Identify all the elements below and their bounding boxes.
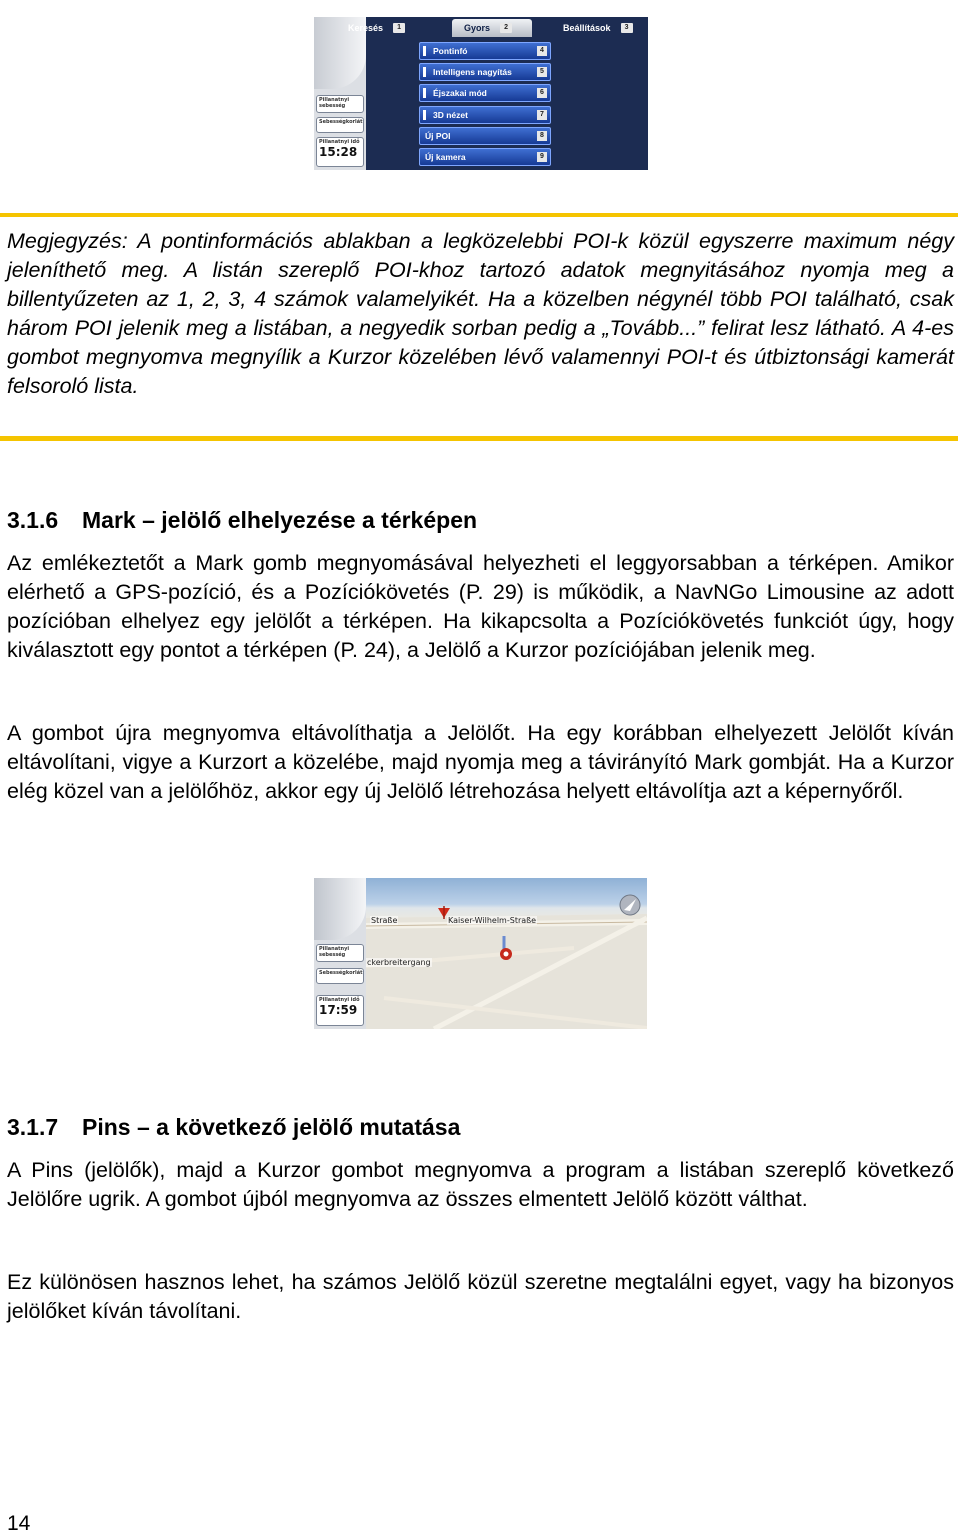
limit-label: Sebességkorlát xyxy=(319,970,363,976)
tab-label: Gyors xyxy=(464,23,491,33)
item-number: 7 xyxy=(537,110,547,120)
tab-number: 1 xyxy=(393,23,405,33)
section-title: Pins – a következő jelölő mutatása xyxy=(82,1114,461,1140)
street-label-2: Kaiser-Wilhelm-Straße xyxy=(448,916,537,925)
section-3-1-7-paragraph-2: Ez különösen hasznos lehet, ha számos Jelölő közül szeretne megtalálni egyet, vagy ha bizonyos jelölőket kíván távolítani. xyxy=(7,1270,954,1323)
section-3-1-6-paragraph-2: A gombot újra megnyomva eltávolíthatja a Jelölőt. Ha egy korábban elhelyezett Jelölőt kíván eltávolítani, vigye a Kurzort a közelébe, majd nyomja meg a távirányító Mark gombját. Ha a Kurzor elég közel van a jelölőhöz, akkor egy új Jelölő létrehozása helyett eltávolítja azt a képernyőről. xyxy=(7,721,954,803)
note-top-border xyxy=(0,213,958,217)
tab-settings[interactable] xyxy=(559,19,647,37)
section-number: 3.1.6 xyxy=(7,507,59,533)
speed-label: Pillanatnyi sebesség xyxy=(319,97,350,110)
section-number: 3.1.7 xyxy=(7,1114,59,1140)
tab-number: 3 xyxy=(621,23,633,33)
menu-item-smart-zoom[interactable] xyxy=(419,63,551,81)
note-text: Megjegyzés: A pontinformációs ablakban a legközelebbi POI-k közül egyszerre maximum négy jeleníthető meg. A listán szereplő POI-khoz tartozó adatok megnyitásához nyomja meg a billentyűzeten az 1, 2, 3, 4 számok valamelyikét. Ha a közelben négynél több POI található, csak három POI jelenik meg a listában, a negyedik sorban pedig a „Tovább...” felirat lesz látható. A 4-es gombot megnyomva megnyílik a Kurzor közelében lévő valamennyi POI-t és útbiztonsági kamerát felsoroló lista. xyxy=(7,229,954,398)
time-box xyxy=(316,995,364,1026)
menu-side-panel xyxy=(314,17,366,170)
street-label-3: ckerbreitergang xyxy=(367,958,431,967)
item-number: 4 xyxy=(537,46,547,56)
section-title: Mark – jelölő elhelyezése a térképen xyxy=(82,507,478,533)
speed-label: Pillanatnyi sebesség xyxy=(319,946,350,959)
time-label: Pillanatnyi idő xyxy=(319,997,360,1003)
item-number: 6 xyxy=(537,88,547,98)
quick-menu-list xyxy=(419,42,551,169)
menu-item-night-mode[interactable] xyxy=(419,84,551,102)
side-panel-curve xyxy=(314,878,366,940)
street-label-1: Straße xyxy=(371,916,398,925)
tab-search[interactable] xyxy=(344,19,424,37)
map-side-panel xyxy=(314,878,366,1029)
section-3-1-7-paragraph-1: A Pins (jelölők), majd a Kurzor gombot megnyomva a program a listában szereplő következő Jelölőre ugrik. A gombot újból megnyomva az összes elmentett Jelölő között válthat. xyxy=(7,1158,954,1211)
item-label: Pontinfó xyxy=(433,46,468,56)
menu-tabs xyxy=(314,17,648,39)
item-number: 5 xyxy=(537,67,547,77)
item-marker-icon xyxy=(423,46,426,56)
item-number: 9 xyxy=(537,152,547,162)
item-label: Éjszakai mód xyxy=(433,88,487,99)
time-value: 17:59 xyxy=(319,1003,358,1018)
item-marker-icon xyxy=(423,67,426,77)
limit-label: Sebességkorlát xyxy=(319,119,363,125)
item-number: 8 xyxy=(537,131,547,141)
speed-box xyxy=(316,944,364,962)
section-3-1-6-paragraph-1: Az emlékeztetőt a Mark gomb megnyomásával helyezheti el leggyorsabban a térképen. Amikor elérhető a GPS-pozíció, és a Pozíciókövetés (P. 29) is működik, a NavNGo Limousine az adott pozícióban elhelyez egy jelölőt a térképen. Ha kikapcsolta a Pozíciókövetés funkciót úgy, hogy kiválasztott egy pontot a térképen (P. 24), a Jelölő a Kurzor pozíciójában jelenik meg. xyxy=(7,551,954,662)
tab-label: Keresés xyxy=(348,23,384,33)
menu-item-pontinfo[interactable] xyxy=(419,42,551,60)
item-label: Új POI xyxy=(425,130,451,141)
time-value: 15:28 xyxy=(319,145,358,160)
limit-box xyxy=(316,968,364,984)
menu-item-new-camera[interactable] xyxy=(419,148,551,166)
section-heading-3-1-6 xyxy=(7,507,477,534)
tab-number: 2 xyxy=(500,23,512,33)
item-label: Intelligens nagyítás xyxy=(433,67,512,78)
item-marker-icon xyxy=(423,88,426,98)
limit-box xyxy=(316,117,364,133)
speed-box xyxy=(316,95,364,113)
time-label: Pillanatnyi idő xyxy=(319,139,360,145)
section-heading-3-1-7 xyxy=(7,1114,460,1141)
map-screenshot xyxy=(314,878,647,1029)
page-number: 14 xyxy=(7,1512,31,1535)
item-label: 3D nézet xyxy=(433,109,468,120)
note-bottom-border xyxy=(0,436,958,441)
item-label: Új kamera xyxy=(425,151,466,162)
menu-screenshot xyxy=(314,17,648,170)
item-marker-icon xyxy=(423,110,426,120)
time-box xyxy=(316,137,364,167)
menu-item-new-poi[interactable] xyxy=(419,127,551,145)
menu-item-3d-view[interactable] xyxy=(419,106,551,124)
tab-quick[interactable] xyxy=(452,19,532,37)
tab-label: Beállítások xyxy=(563,23,611,33)
